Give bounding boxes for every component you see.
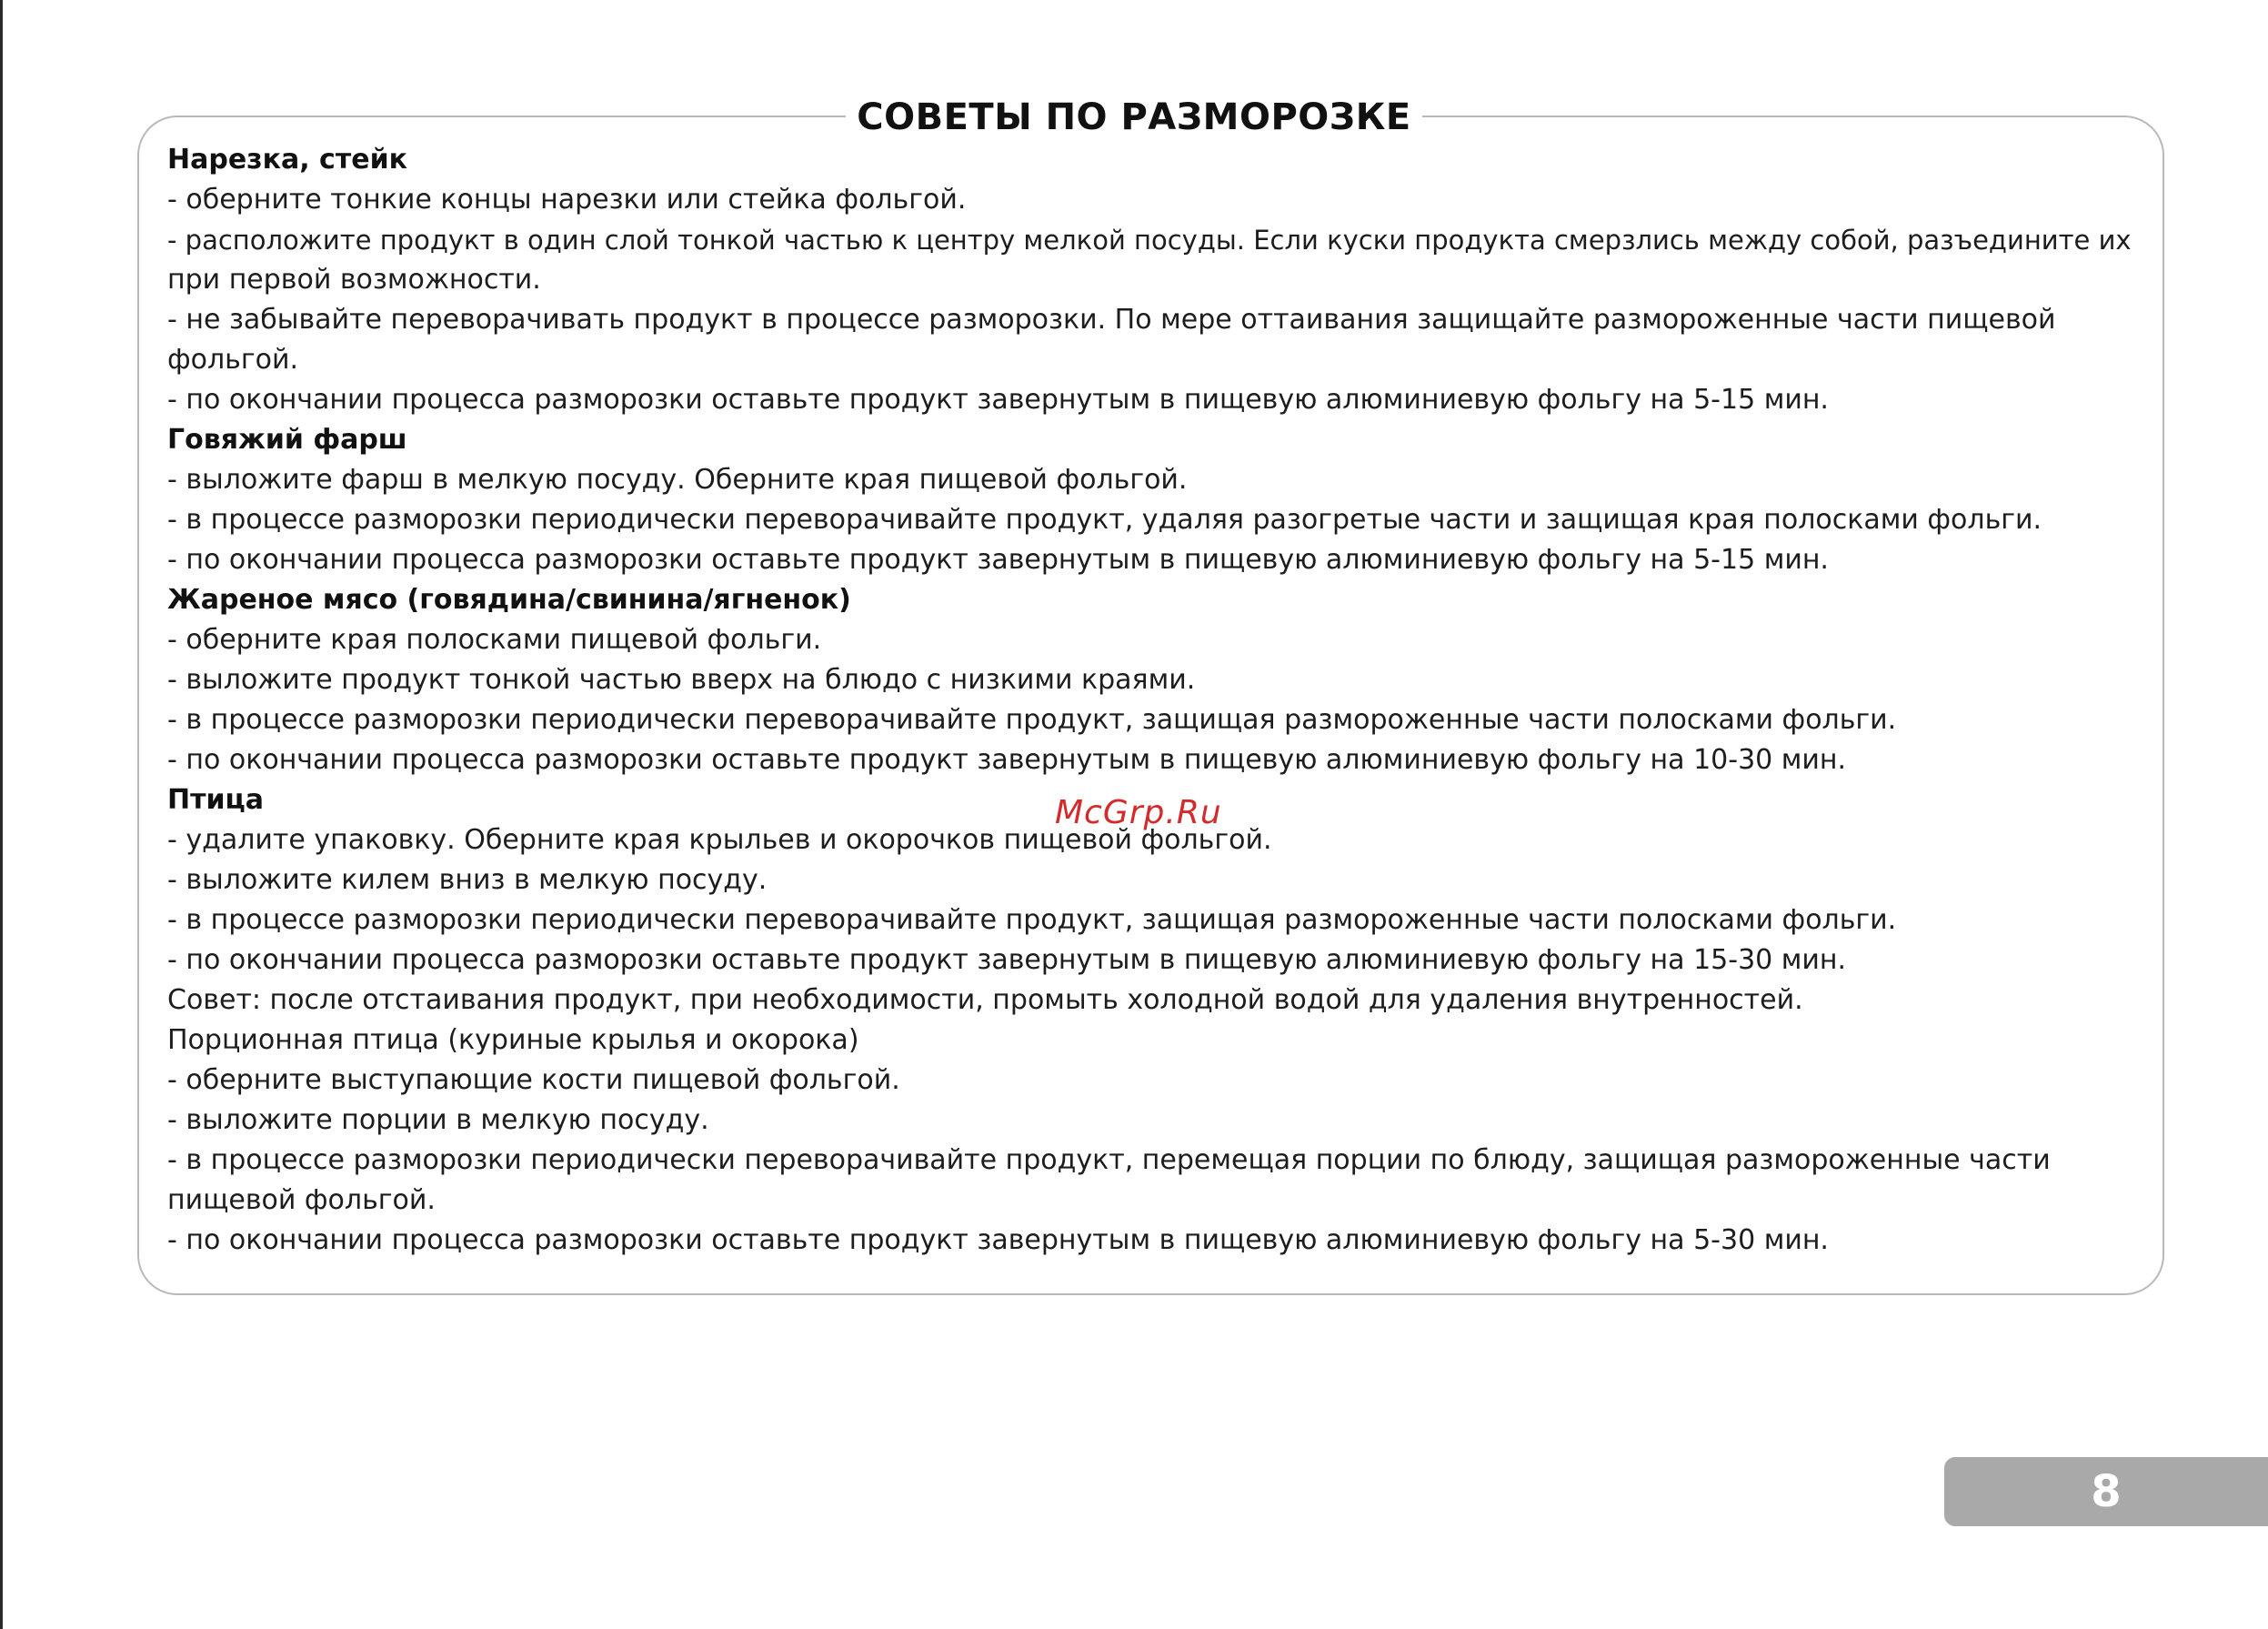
page-title-text: СОВЕТЫ ПО РАЗМОРОЗКЕ	[846, 96, 1422, 138]
tip-line: пищевой фольгой.	[167, 1184, 436, 1216]
page-edge-line	[0, 0, 3, 1629]
tip-line: - в процессе разморозки периодически переворачивайте продукт, защищая размороженные части полосками фольги.	[167, 904, 1897, 936]
tip-line: Порционная птица (куриные крылья и окорока)	[167, 1024, 859, 1056]
tips-content	[167, 140, 2141, 1261]
tip-line: - по окончании процесса разморозки оставьте продукт завернутым в пищевую алюминиевую фольгу на 5-15 мин.	[167, 544, 1829, 576]
tip-line: - по окончании процесса разморозки оставьте продукт завернутым в пищевую алюминиевую фольгу на 15-30 мин.	[167, 944, 1847, 976]
tip-line: - по окончании процесса разморозки оставьте продукт завернутым в пищевую алюминиевую фольгу на 5-15 мин.	[167, 384, 1829, 416]
tip-line: - выложите килем вниз в мелкую посуду.	[167, 864, 768, 896]
section-heading: Жареное мясо (говядина/свинина/ягненок)	[167, 584, 851, 616]
page-number-badge: 8	[1944, 1457, 2268, 1526]
tip-line: - оберните тонкие концы нарезки или стейка фольгой.	[167, 184, 967, 216]
watermark: McGrp.Ru	[1055, 794, 1222, 831]
page-title	[0, 89, 2268, 146]
tip-line: - выложите фарш в мелкую посуду. Оберните края пищевой фольгой.	[167, 464, 1188, 496]
tip-line: - выложите порции в мелкую посуду.	[167, 1104, 709, 1136]
tip-line: - в процессе разморозки периодически переворачивайте продукт, защищая размороженные части полосками фольги.	[167, 704, 1897, 736]
section-heading: Говяжий фарш	[167, 424, 407, 456]
tip-line: - в процессе разморозки периодически переворачивайте продукт, удаляя разогретые части и защищая края полосками фольги.	[167, 504, 2042, 536]
section-heading: Птица	[167, 784, 264, 816]
tip-line: - по окончании процесса разморозки оставьте продукт завернутым в пищевую алюминиевую фольгу на 5-30 мин.	[167, 1224, 1829, 1256]
tip-line: - оберните выступающие кости пищевой фольгой.	[167, 1064, 900, 1096]
tip-line: - расположите продукт в один слой тонкой частью к центру мелкой посуды. Если куски продукта смерзлись между собой, разъедините их	[167, 225, 2132, 256]
tip-line: фольгой.	[167, 344, 299, 376]
tip-line: - оберните края полосками пищевой фольги.	[167, 624, 822, 656]
tip-line: - в процессе разморозки периодически переворачивайте продукт, перемещая порции по блюду, защищая размороженные части	[167, 1144, 2051, 1176]
tip-line: - выложите продукт тонкой частью вверх на блюдо с низкими краями.	[167, 664, 1196, 696]
tip-line: - по окончании процесса разморозки оставьте продукт завернутым в пищевую алюминиевую фольгу на 10-30 мин.	[167, 744, 1847, 776]
section-heading: Нарезка, стейк	[167, 144, 407, 176]
tip-line: Совет: после отстаивания продукт, при необходимости, промыть холодной водой для удаления внутренностей.	[167, 984, 1803, 1016]
tip-line: - удалите упаковку. Оберните края крыльев и окорочков пищевой фольгой.	[167, 824, 1272, 856]
tip-line: - не забывайте переворачивать продукт в процессе разморозки. По мере оттаивания защищайте размороженные части пищевой	[167, 304, 2056, 336]
tip-line: при первой возможности.	[167, 264, 541, 296]
